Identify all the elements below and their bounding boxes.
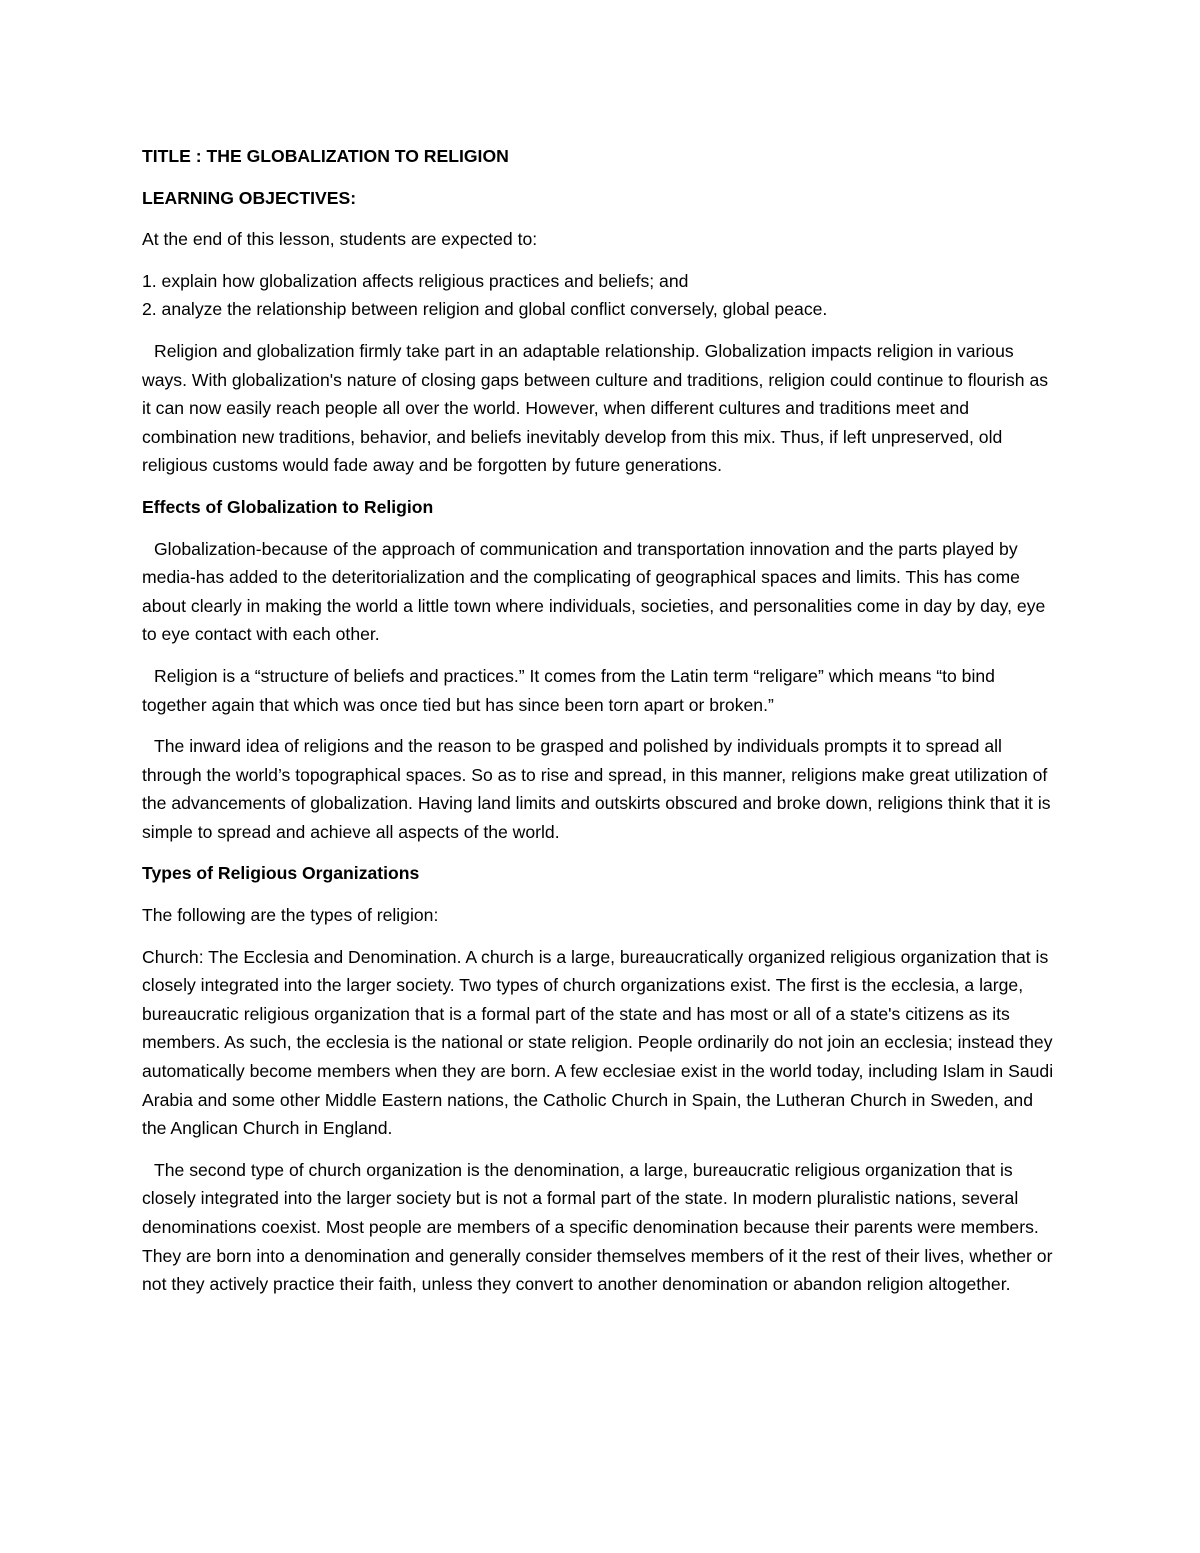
document-body [142,142,1057,1312]
intro-paragraph: Religion and globalization firmly take part in an adaptable relationship. Globalization impacts religion in various ways. With globalization's nature of closing gaps between culture and traditions, religion could continue to flourish as it can now easily reach people all over the world. However, when different cultures and traditions meet and combination new traditions, behavior, and beliefs inevitably develop from this mix. Thus, if left unpreserved, old religious customs would fade away and be forgotten by future generations. [142,340,1049,476]
effects-paragraph: Globalization-because of the approach of communication and transportation innovation and the parts played by media-has added to the deteritorialization and the complicating of geographical spaces and limits. This has come about clearly in making the world a little town where individuals, societies, and personalities come in day by day, eye to eye contact with each other. [142,538,1046,645]
church-paragraph: Church: The Ecclesia and Denomination. A church is a large, bureaucratically organized religious organization that is closely integrated into the larger society. Two types of church organizations exist. The first is the ecclesia, a large, bureaucratic religious organization that is a formal part of the state and has most or all of a state's citizens as its members. As such, the ecclesia is the national or state religion. People ordinarily do not join an ecclesia; instead they automatically become members when they are born. A few ecclesiae exist in the world today, including Islam in Saudi Arabia and some other Middle Eastern nations, the Catholic Church in Spain, the Lutheran Church in Sweden, and the Anglican Church in England. [142,946,1054,1139]
objectives-heading: LEARNING OBJECTIVES: [142,187,357,208]
effects-paragraph: Religion is a “structure of beliefs and practices.” It comes from the Latin term “religare” which means “to bind together again that which was once tied but has since been torn apart or broken.” [142,665,995,715]
objectives-list [142,267,1057,324]
objectives-intro: At the end of this lesson, students are expected to: [142,229,538,250]
document-title: TITLE : THE GLOBALIZATION TO RELIGION [142,146,509,166]
types-heading: Types of Religious Organizations [142,863,420,884]
objective-item: 1. explain how globalization affects religious practices and beliefs; and [142,270,689,291]
objective-item: 2. analyze the relationship between religion and global conflict conversely, global peace. [142,299,828,320]
types-intro: The following are the types of religion: [142,905,439,926]
denomination-paragraph: The second type of church organization is the denomination, a large, bureaucratic religious organization that is closely integrated into the larger society but is not a formal part of the state. In modern pluralistic nations, several denominations coexist. Most people are members of a specific denomination because their parents were members. They are born into a denomination and generally consider themselves members of it the rest of their lives, whether or not they actively practice their faith, unless they convert to another denomination or abandon religion altogether. [142,1159,1053,1295]
effects-heading: Effects of Globalization to Religion [142,496,434,517]
effects-paragraph: The inward idea of religions and the reason to be grasped and polished by individuals prompts it to spread all through the world’s topographical spaces. So as to rise and spread, in this manner, religions make great utilization of the advancements of globalization. Having land limits and outskirts obscured and broke down, religions think that it is simple to spread and achieve all aspects of the world. [142,736,1051,842]
